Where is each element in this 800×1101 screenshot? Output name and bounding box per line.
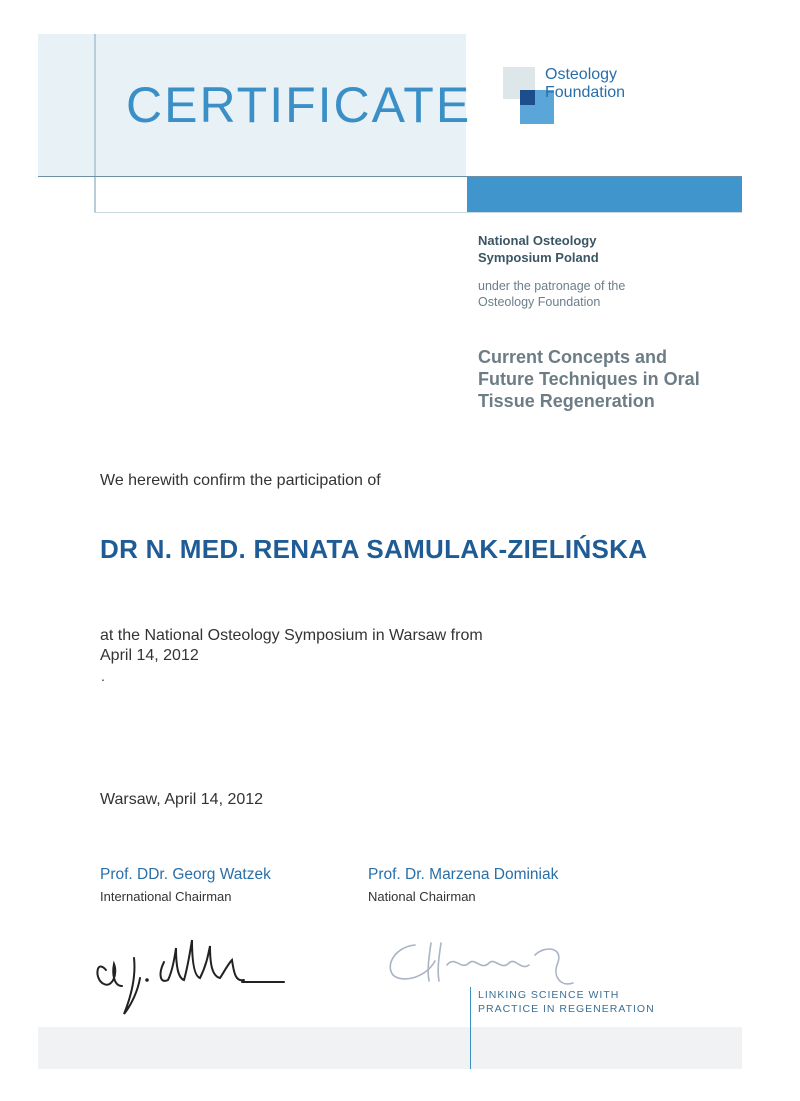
signatory-2-name: Prof. Dr. Marzena Dominiak: [368, 866, 559, 883]
signatory-1-role: International Chairman: [100, 889, 232, 904]
participant-name: DR N. MED. RENATA SAMULAK-ZIELIŃSKA: [100, 534, 648, 564]
banner-blue-band: [467, 177, 742, 212]
footer-slogan: [478, 988, 708, 1016]
event-name-line: Symposium Poland: [478, 250, 599, 265]
footer-band: [38, 1027, 742, 1069]
topic-line: Future Techniques in Oral: [478, 369, 700, 389]
confirmation-text: We herewith confirm the participation of: [100, 472, 381, 489]
place-and-date: Warsaw, April 14, 2012: [100, 791, 264, 808]
symposium-topic: [478, 346, 748, 412]
slogan-line: PRACTICE IN REGENERATION: [478, 1003, 655, 1015]
topic-line: Current Concepts and: [478, 347, 668, 367]
certificate-title: CERTIFICATE: [126, 77, 472, 133]
signatory-1-name: Prof. DDr. Georg Watzek: [100, 866, 271, 883]
banner-divider-lower: [94, 212, 742, 213]
event-name: [478, 232, 698, 266]
signature-1-image: [92, 918, 292, 1018]
signatory-2-role: National Chairman: [368, 889, 476, 904]
logo-square-dark: [520, 90, 535, 105]
logo-text: Osteology Foundation: [545, 66, 626, 101]
stray-dot: .: [101, 668, 105, 684]
footer-divider: [470, 987, 471, 1069]
venue-text: [100, 626, 600, 666]
venue-line: at the National Osteology Symposium in Warsaw from: [100, 627, 483, 644]
topic-line: Tissue Regeneration: [478, 391, 655, 411]
patronage-note: [478, 278, 708, 310]
event-name-line: National Osteology: [478, 233, 597, 248]
banner-accent-line: [94, 34, 96, 212]
patronage-line: under the patronage of the: [478, 279, 626, 293]
slogan-line: LINKING SCIENCE WITH: [478, 989, 620, 1001]
patronage-line: Osteology Foundation: [478, 295, 601, 309]
venue-line: April 14, 2012: [100, 647, 199, 664]
